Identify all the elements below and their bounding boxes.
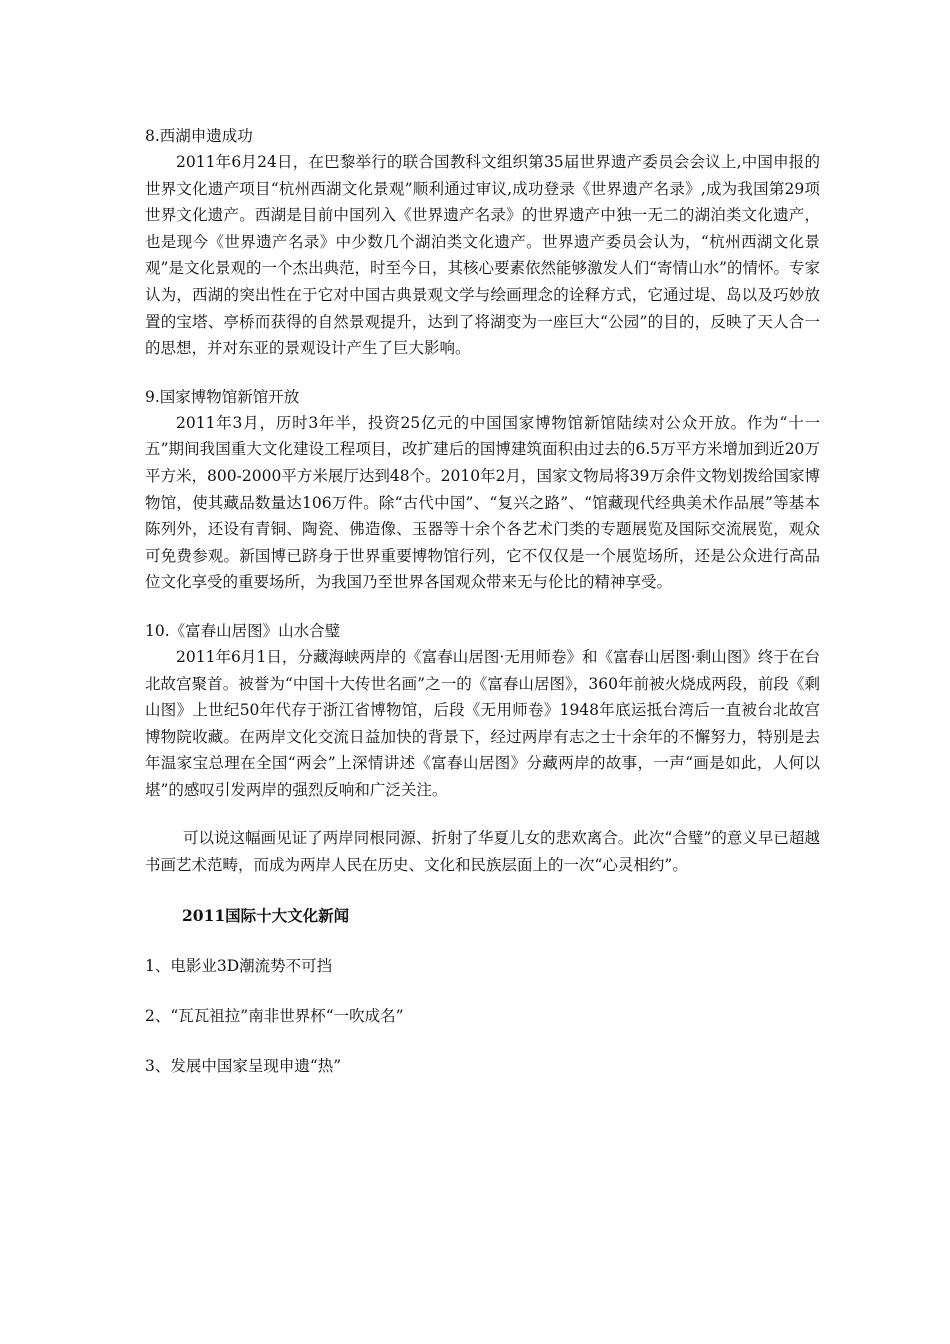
section-title-west-lake: 8.西湖申遗成功 (145, 127, 253, 145)
list-heading: 2011国际十大文化新闻 (182, 905, 350, 925)
spacer (145, 879, 820, 903)
spacer (145, 979, 820, 1003)
list-item: 2、“瓦瓦祖拉”南非世界杯“一吹成名” (145, 1006, 404, 1025)
section-title-fuchun-painting: 10.《富春山居图》山水合璧 (145, 621, 341, 640)
section-body-national-museum: 2011年3月，历时3年半，投资25亿元的中国国家博物馆新馆陆续对公众开放。作为“十一五”期间我国重大文化建设工程项目，改扩建后的国博建筑面积由过去的6.5万平方米增加到近20万平方米，800-2000平方米展厅达到48个。2010年2月，国家文物局将39万余件文物划拨给国家博物馆，使其藏品数量达106万件。除“古代中国”、“复兴之路”、“馆藏现代经典美术作品展”等基本陈列外，还设有青铜、陶瓷、佛造像、玉器等十余个各艺术门类的专题展览及国际交流展览，观众可免费参观。新国博已跻身于世界重要博物馆行列，它不仅仅是一个展览场所，还是公众进行高品位文化享受的重要场所，为我国乃至世界各国观众带来无与伦比的精神享受。 (145, 413, 820, 592)
spacer (145, 362, 820, 384)
section-body-west-lake: 2011年6月24日，在巴黎举行的联合国教科文组织第35届世界遗产委员会会议上,中国申报的世界文化遗产项目“杭州西湖文化景观”顺利通过审议,成功登录《世界遗产名录》,成为我国第29项世界文化遗产。西湖是目前中国列入《世界遗产名录》的世界遗产中独一无二的湖泊类文化遗产，也是现今《世界遗产名录》中少数几个湖泊类文化遗产。世界遗产委员会认为，“杭州西湖文化景观”是文化景观的一个杰出典范，时至今日，其核心要素依然能够激发人们“寄情山水”的情怀。专家认为，西湖的突出性在于它对中国古典景观文学与绘画理念的诠释方式，它通过堤、岛以及巧妙放置的宝塔、亭桥而获得的自然景观提升，达到了将湖变为一座巨大“公园”的目的，反映了天人合一的思想，并对东亚的景观设计产生了巨大影响。 (145, 153, 820, 358)
spacer (145, 1029, 820, 1053)
list-item: 1、电影业3D潮流势不可挡 (145, 956, 333, 975)
spacer (145, 929, 820, 953)
spacer (145, 596, 820, 618)
section-body-fuchun-painting: 2011年6月1日，分藏海峡两岸的《富春山居图·无用师卷》和《富春山居图·剩山图》终于在台北故宫聚首。被誉为“中国十大传世名画”之一的《富春山居图》，360年前被火烧成两段，前段《剩山图》上世纪50年代存于浙江省博物馆，后段《无用师卷》1948年底运抵台湾后一直被台北故宫博物院收藏。在两岸文化交流日益加快的背景下，经过两岸有志之士十余年的不懈努力，特别是去年温家宝总理在全国“两会”上深情讲述《富春山居图》分藏两岸的故事，一声“画是如此，人何以堪”的感叹引发两岸的强烈反响和广泛关注。 (145, 647, 820, 799)
document-page (145, 123, 820, 1079)
spacer (145, 803, 820, 825)
section-title-national-museum: 9.国家博物馆新馆开放 (145, 387, 300, 406)
closing-paragraph: 可以说这幅画见证了两岸同根同源、折射了华夏儿女的悲欢离合。此次“合璧”的意义早已超越书画艺术范畴，而成为两岸人民在历史、文化和民族层面上的一次“心灵相约”。 (145, 829, 820, 875)
list-item: 3、发展中国家呈现申遗“热” (145, 1056, 342, 1075)
